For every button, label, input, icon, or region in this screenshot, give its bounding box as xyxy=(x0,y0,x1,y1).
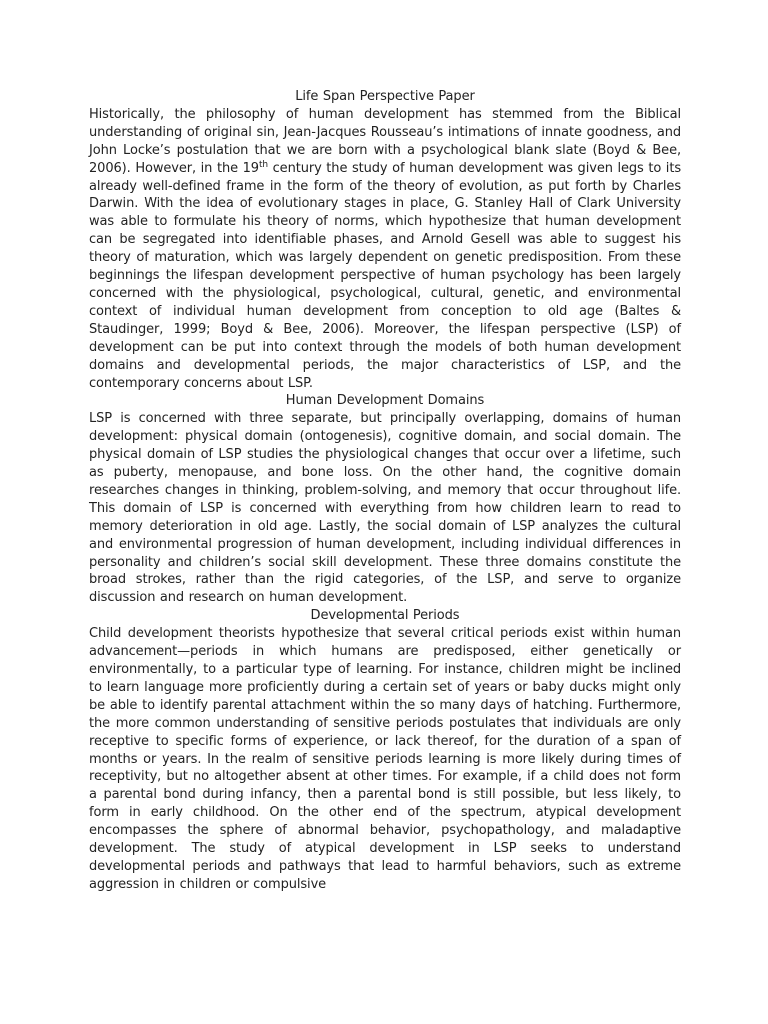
intro-paragraph xyxy=(89,106,681,393)
section-heading-periods: Developmental Periods xyxy=(310,608,460,624)
domains-paragraph: LSP is concerned with three separate, but principally overlapping, domains of human development: physical domain (ontogenesis), cognitive domain, and social domain. The physical domain of LSP studies the physiological changes that occur over a lifetime, such as puberty, menopause, and bone loss. On the other hand, the cognitive domain researches changes in thinking, problem-solving, and memory that occur throughout life. This domain of LSP is concerned with everything from how children learn to read to memory deterioration in old age. Lastly, the social domain of LSP analyzes the cultural and environmental progression of human development, including individual differences in personality and children’s social skill development. These three domains constitute the broad strokes, rather than the rigid categories, of the LSP, and serve to organize discussion and research on human development. xyxy=(89,411,681,606)
periods-paragraph: Child development theorists hypothesize that several critical periods exist within human advancement—periods in which humans are predisposed, either genetically or environmentally, to a particular type of learning. For instance, children might be inclined to learn language more proficiently during a certain set of years or baby ducks might only be able to identify parental attachment within the so many days of hatching. Furthermore, the more common understanding of sensitive periods postulates that individuals are only receptive to specific forms of experience, or lack thereof, for the duration of a span of months or years. In the realm of sensitive periods learning is more likely during times of receptivity, but no altogether absent at other times. For example, if a child does not form a parental bond during infancy, then a parental bond is still possible, but less likely, to form in early childhood. On the other end of the spectrum, atypical development encompasses the sphere of abnormal behavior, psychopathology, and maladaptive development. The study of atypical development in LSP seeks to understand developmental periods and pathways that lead to harmful behaviors, such as extreme aggression in children or compulsive xyxy=(89,626,681,892)
intro-text-part1: Historically, the philosophy of human development has stemmed from the Biblical understanding of original sin, Jean-Jacques Rousseau’s intimations of innate goodness, and John Locke’s postulation that we are born with a psychological blank slate (Boyd & Bee, 2006). However, in the 19 xyxy=(89,106,681,176)
superscript-th: th xyxy=(258,159,268,170)
document-title: Life Span Perspective Paper xyxy=(295,89,475,104)
section-heading-domains: Human Development Domains xyxy=(285,393,485,409)
document-body xyxy=(89,88,681,894)
intro-text-part2: century the study of human development was given legs to its already well-defined frame in the form of the theory of evolution, as put forth by Charles Darwin. With the idea of evolutionary stages in place, G. Stanley Hall of Clark University was able to formulate his theory of norms, which hypothesize that human development can be segregated into identifiable phases, and Arnold Gesell was able to suggest his theory of maturation, which was largely dependent on genetic predisposition. From these beginnings the lifespan development perspective of human psychology has been largely concerned with the physiological, psychological, cultural, genetic, and environmental context of individual human development from conception to old age (Baltes & Staudinger, 1999; Boyd & Bee, 2006). Moreover, the lifespan perspective (LSP) of development can be put into context through the models of both human development domains and developmental periods, the major characteristics of LSP, and the contemporary concerns about LSP. xyxy=(89,160,681,391)
